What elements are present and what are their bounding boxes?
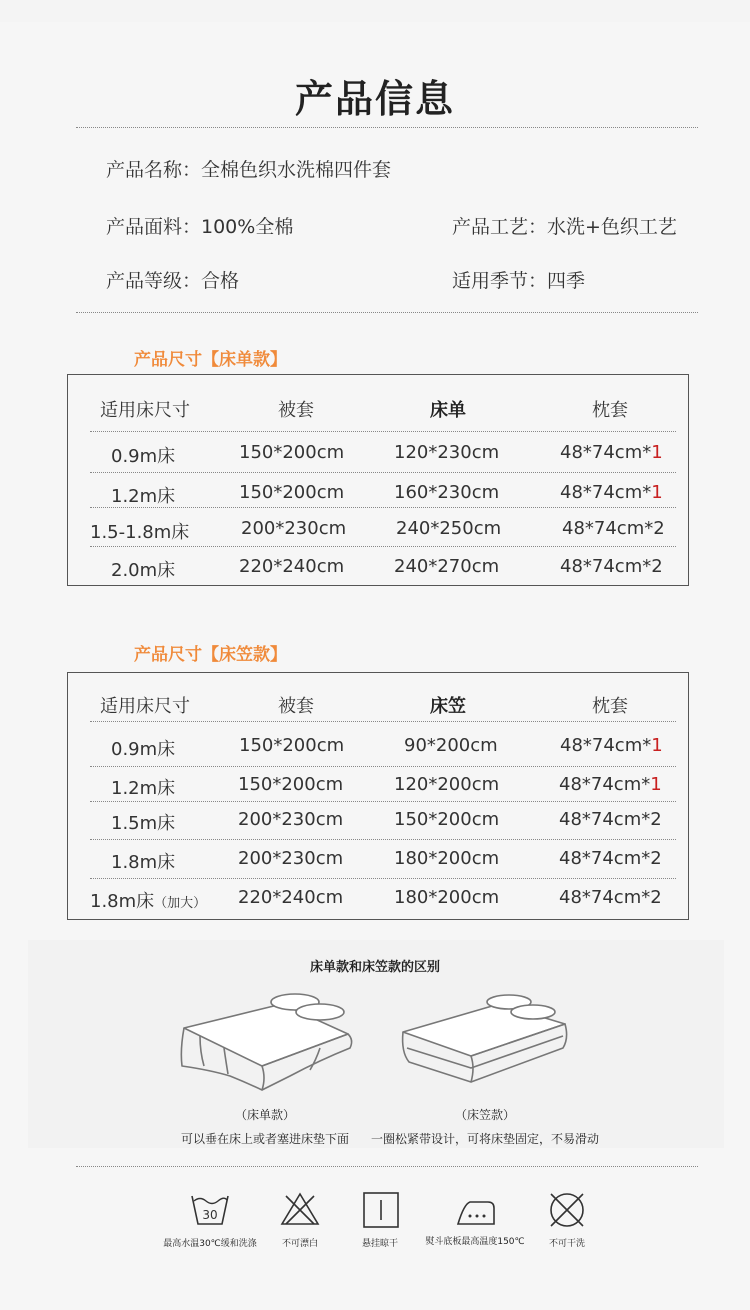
cell-sheet: 240*270cm	[394, 556, 500, 577]
cell-duvet: 150*200cm	[238, 774, 344, 795]
cell-sheet: 160*230cm	[394, 482, 500, 503]
cell-bed-size: 1.2m床	[111, 486, 176, 507]
header-sheet: 床单	[430, 400, 466, 421]
header-duvet: 被套	[278, 400, 314, 421]
pillow-qty: 2	[651, 556, 663, 577]
row-divider	[90, 431, 676, 432]
wash-30-icon	[190, 1192, 230, 1228]
pillow-qty: 1	[651, 735, 663, 756]
fitted-sheet-label: （床笠款）	[454, 1108, 515, 1122]
row-divider	[90, 507, 676, 508]
cell-pillowcase: 48*74cm*1	[560, 442, 663, 463]
difference-title: 床单款和床笠款的区别	[309, 960, 440, 975]
row-divider	[90, 766, 676, 767]
cell-bed-size: 0.9m床	[111, 739, 176, 760]
cell-pillowcase: 48*74cm*1	[559, 774, 662, 795]
cell-duvet: 150*200cm	[239, 442, 345, 463]
hang-dry-icon	[362, 1191, 400, 1229]
page-title: 产品信息	[294, 77, 455, 121]
header-pillowcase: 枕套	[592, 400, 628, 421]
cell-duvet: 200*230cm	[238, 848, 344, 869]
product-season: 适用季节：四季	[452, 270, 586, 292]
iron-150-icon	[454, 1196, 498, 1228]
product-name: 产品名称：全棉色织水洗棉四件套	[106, 159, 392, 181]
divider	[76, 1166, 698, 1167]
care-label-hang-dry: 悬挂晾干	[361, 1239, 398, 1249]
header-duvet: 被套	[278, 696, 314, 717]
divider	[76, 312, 698, 313]
cell-duvet: 200*230cm	[241, 518, 347, 539]
cell-duvet: 200*230cm	[238, 809, 344, 830]
size-note: （加大）	[154, 896, 207, 911]
pillow-qty: 2	[650, 848, 662, 869]
care-label-iron: 熨斗底板最高温度150℃	[425, 1237, 525, 1247]
row-divider	[90, 801, 676, 802]
header-fitted-sheet: 床笠	[430, 696, 466, 717]
pillow-qty: 2	[650, 809, 662, 830]
header-bed-size: 适用床尺寸	[100, 696, 190, 717]
product-craft: 产品工艺：水洗+色织工艺	[452, 216, 677, 238]
fitted-size-heading: 产品尺寸【床笠款】	[134, 645, 287, 665]
header-bed-size: 适用床尺寸	[100, 400, 190, 421]
sheet-size-table	[67, 374, 689, 586]
flat-sheet-label: （床单款）	[234, 1108, 295, 1122]
row-divider	[90, 839, 676, 840]
care-label-no-bleach: 不可漂白	[281, 1239, 318, 1249]
cell-bed-size: 1.5m床	[111, 813, 176, 834]
cell-duvet: 150*200cm	[239, 735, 345, 756]
cell-bed-size: 1.8m床（加大）	[90, 891, 207, 912]
cell-fitted-sheet: 180*200cm	[394, 848, 500, 869]
cell-pillowcase: 48*74cm*2	[559, 809, 662, 830]
cell-sheet: 240*250cm	[396, 518, 502, 539]
row-divider	[90, 878, 676, 879]
pillow-qty: 1	[650, 774, 662, 795]
header-pillowcase: 枕套	[592, 696, 628, 717]
cell-fitted-sheet: 90*200cm	[404, 735, 498, 756]
pillow-qty: 2	[650, 887, 662, 908]
row-divider	[90, 721, 676, 722]
cell-pillowcase: 48*74cm*2	[560, 556, 663, 577]
cell-bed-size: 1.5-1.8m床	[90, 522, 190, 543]
row-divider	[90, 546, 676, 547]
row-divider	[90, 472, 676, 473]
pillow-qty: 1	[651, 442, 663, 463]
wash-temp-text: 30	[202, 1208, 218, 1222]
care-label-wash: 最高水温30℃缓和洗涤	[163, 1239, 257, 1249]
cell-pillowcase: 48*74cm*2	[559, 848, 662, 869]
cell-bed-size: 2.0m床	[111, 560, 176, 581]
pillow-qty: 2	[653, 518, 665, 539]
fitted-sheet-bed-illustration	[395, 990, 575, 1090]
fitted-size-table	[67, 672, 689, 920]
sheet-size-heading: 产品尺寸【床单款】	[134, 350, 287, 370]
product-fabric: 产品面料：100%全棉	[106, 216, 294, 238]
cell-duvet: 220*240cm	[238, 887, 344, 908]
cell-bed-size: 1.8m床	[111, 852, 176, 873]
care-label-no-dry-clean: 不可干洗	[548, 1239, 585, 1249]
flat-sheet-desc: 可以垂在床上或者塞进床垫下面	[180, 1132, 349, 1146]
cell-pillowcase: 48*74cm*2	[562, 518, 665, 539]
cell-sheet: 120*230cm	[394, 442, 500, 463]
divider	[76, 127, 698, 128]
cell-pillowcase: 48*74cm*1	[560, 735, 663, 756]
cell-pillowcase: 48*74cm*1	[560, 482, 663, 503]
fitted-sheet-desc: 一圈松紧带设计，可将床垫固定，不易滑动	[370, 1132, 599, 1146]
cell-bed-size: 0.9m床	[111, 446, 176, 467]
pillow-qty: 1	[651, 482, 663, 503]
flat-sheet-bed-illustration	[170, 990, 360, 1100]
cell-duvet: 150*200cm	[239, 482, 345, 503]
product-grade: 产品等级：合格	[106, 270, 240, 292]
cell-fitted-sheet: 150*200cm	[394, 809, 500, 830]
cell-fitted-sheet: 120*200cm	[394, 774, 500, 795]
cell-pillowcase: 48*74cm*2	[559, 887, 662, 908]
cell-fitted-sheet: 180*200cm	[394, 887, 500, 908]
no-bleach-icon	[280, 1190, 320, 1228]
cell-bed-size: 1.2m床	[111, 778, 176, 799]
no-dry-clean-icon	[547, 1190, 587, 1230]
cell-duvet: 220*240cm	[239, 556, 345, 577]
